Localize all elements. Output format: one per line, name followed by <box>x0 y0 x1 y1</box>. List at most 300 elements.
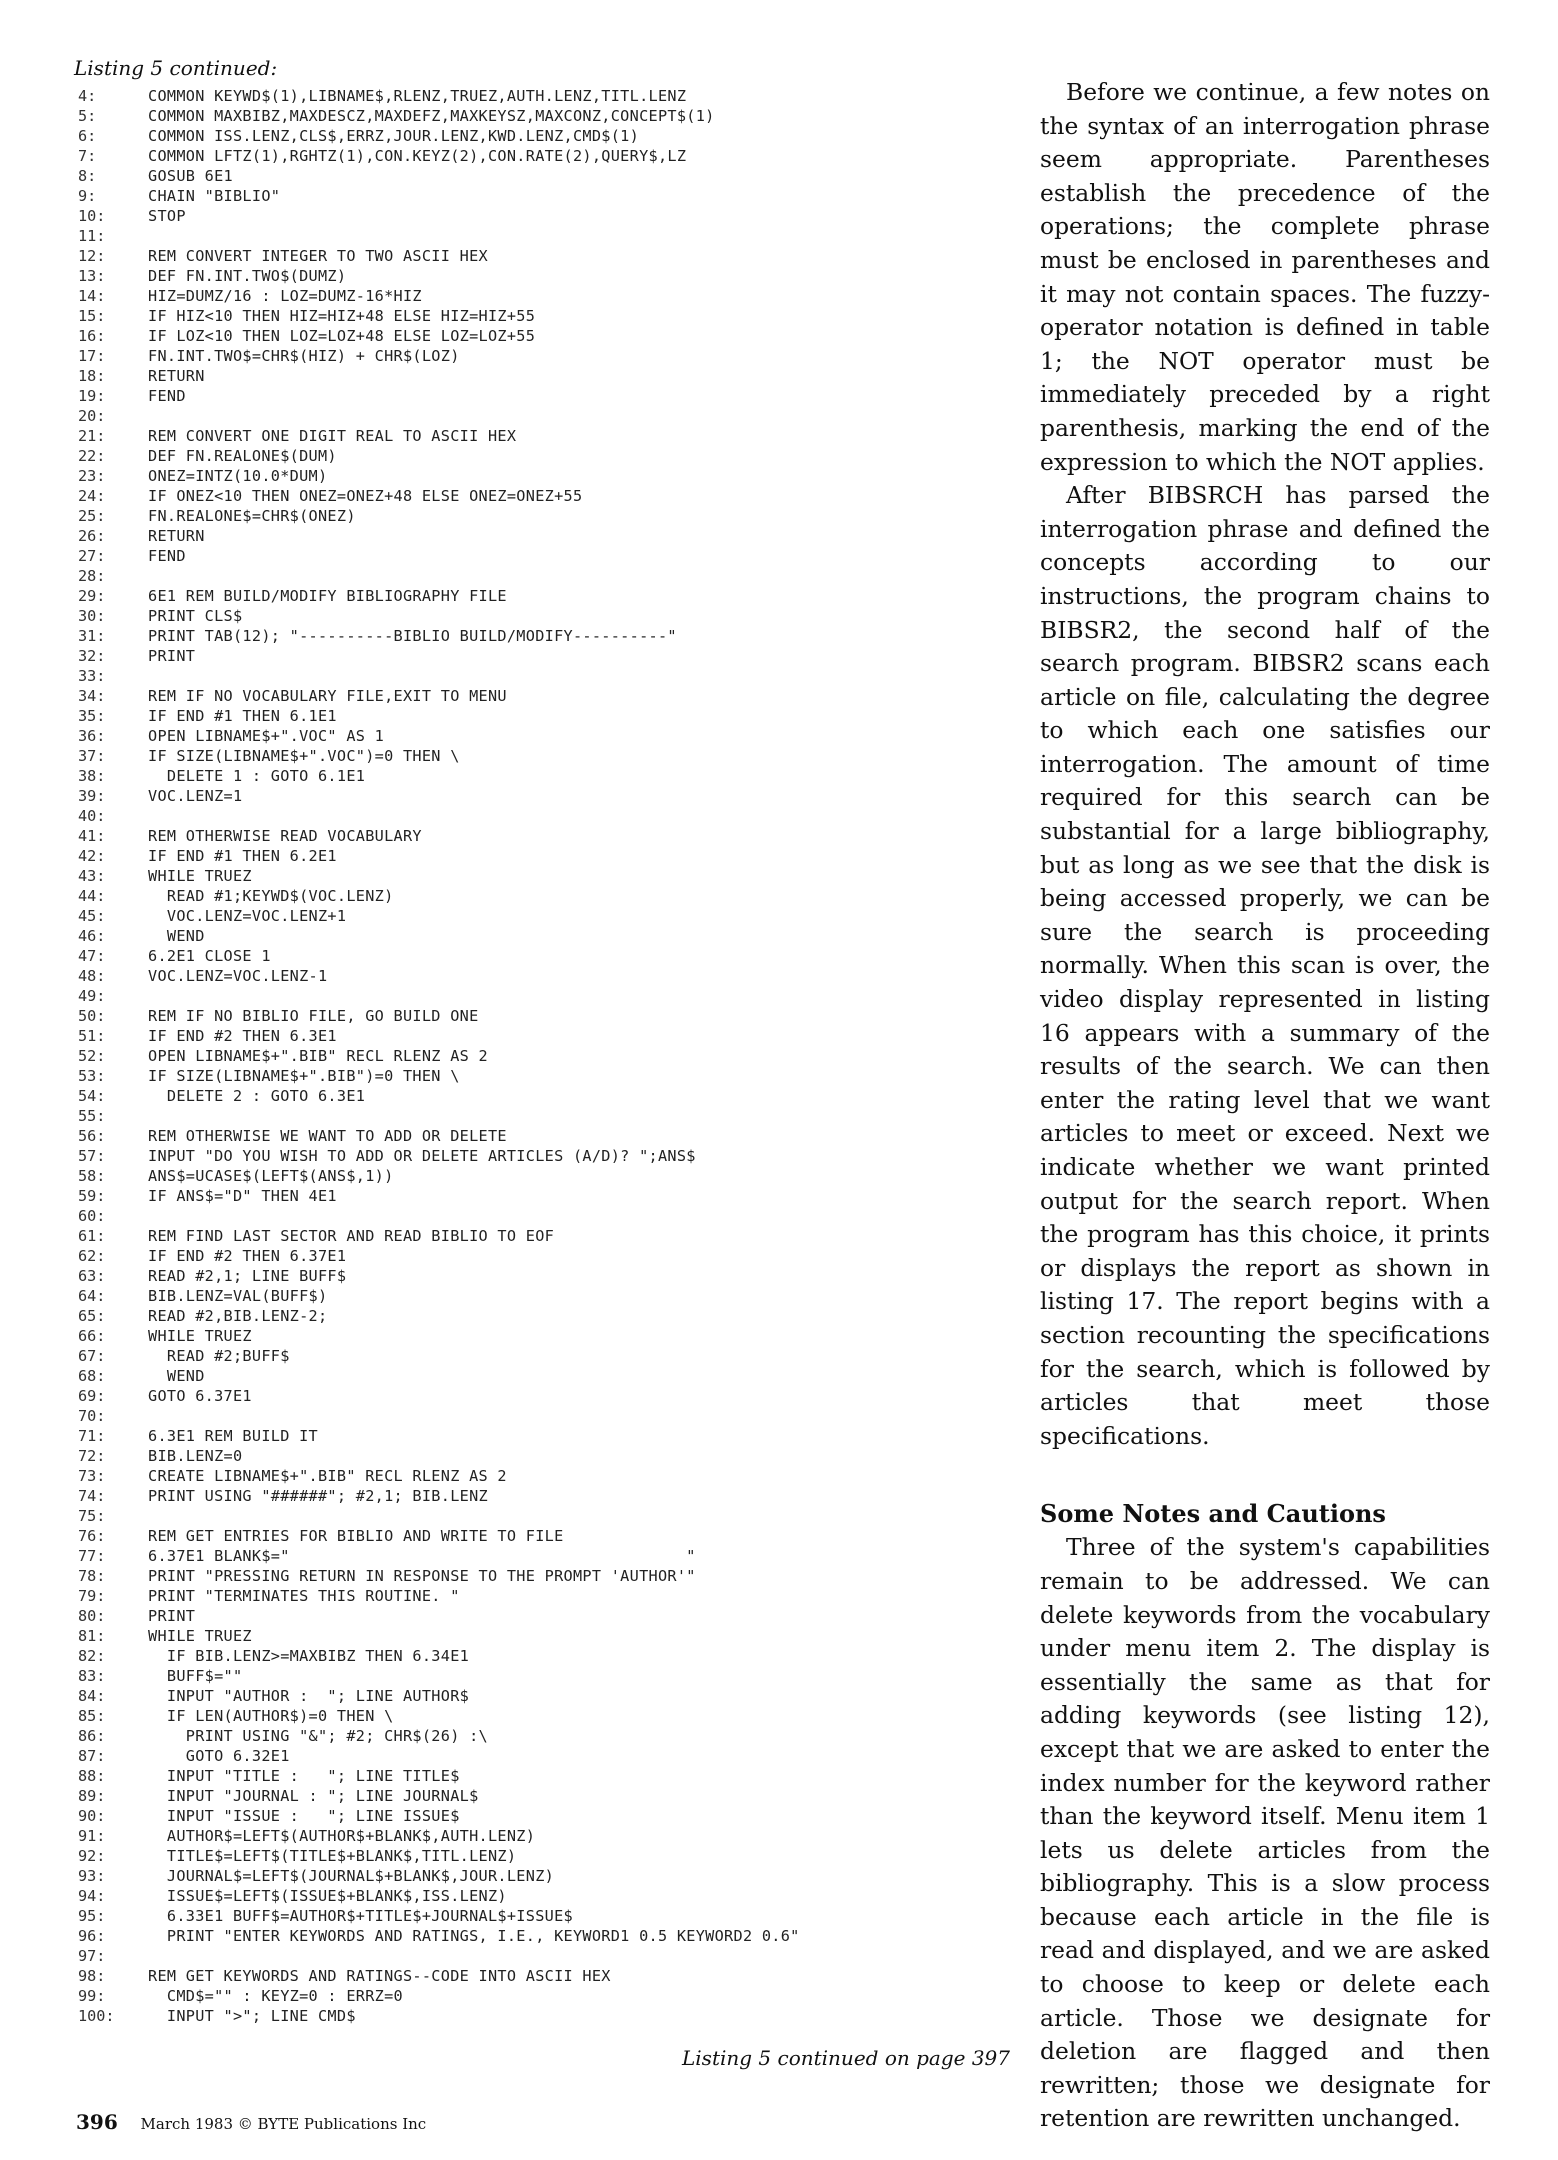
code-text: BUFF$="" <box>148 1667 243 1685</box>
code-line <box>78 2006 1028 2026</box>
code-line <box>78 646 1028 666</box>
code-text: FN.INT.TWO$=CHR$(HIZ) + CHR$(LOZ) <box>148 347 460 365</box>
code-text: INPUT "TITLE : "; LINE TITLE$ <box>148 1767 460 1785</box>
line-number: 13: <box>78 267 106 285</box>
line-number: 86: <box>78 1727 106 1745</box>
article-paragraph-3: Three of the system's capabilities remain to be addressed. We can delete keywords from the vocabulary under menu item 2. The display is essentially the same as that for adding keywords (see listing 12), except that we are asked to enter the index number for the keyword rather than the keyword itself. Menu item 1 lets us delete articles from the bibliography. This is a slow process because each article in the file is read and displayed, and we are asked to choose to keep or delete each article. Those we designate for deletion are flagged and then rewritten; those we designate for retention are rewritten unchanged. <box>1040 1533 1490 2133</box>
code-text: REM GET KEYWORDS AND RATINGS--CODE INTO ASCII HEX <box>148 1967 611 1985</box>
code-line <box>78 446 1028 466</box>
code-text: IF END #2 THEN 6.3E1 <box>148 1027 337 1045</box>
line-number: 51: <box>78 1027 106 1045</box>
line-number: 79: <box>78 1587 106 1605</box>
line-number: 71: <box>78 1427 106 1445</box>
code-line <box>78 1626 1028 1646</box>
code-line <box>78 526 1028 546</box>
code-line <box>78 1686 1028 1706</box>
code-text: VOC.LENZ=VOC.LENZ-1 <box>148 967 328 985</box>
code-line <box>78 886 1028 906</box>
code-text: WHILE TRUEZ <box>148 867 252 885</box>
code-text: PRINT "PRESSING RETURN IN RESPONSE TO THE PROMPT 'AUTHOR'" <box>148 1567 696 1585</box>
line-number: 41: <box>78 827 106 845</box>
code-line <box>78 1426 1028 1446</box>
code-text: BIB.LENZ=VAL(BUFF$) <box>148 1287 328 1305</box>
code-text: 6.2E1 CLOSE 1 <box>148 947 271 965</box>
code-line <box>78 626 1028 646</box>
line-number: 100: <box>78 2007 115 2025</box>
code-line <box>78 666 1028 686</box>
code-text: INPUT "DO YOU WISH TO ADD OR DELETE ARTICLES (A/D)? ";ANS$ <box>148 1147 696 1165</box>
code-text: PRINT USING "######"; #2,1; BIB.LENZ <box>148 1487 488 1505</box>
code-line <box>78 1586 1028 1606</box>
code-line <box>78 1766 1028 1786</box>
code-text: VOC.LENZ=VOC.LENZ+1 <box>148 907 347 925</box>
code-text: IF ANS$="D" THEN 4E1 <box>148 1187 337 1205</box>
code-text: INPUT ">"; LINE CMD$ <box>148 2007 356 2025</box>
code-line <box>78 1606 1028 1626</box>
code-text: BIB.LENZ=0 <box>148 1447 243 1465</box>
line-number: 18: <box>78 367 106 385</box>
line-number: 99: <box>78 1987 106 2005</box>
line-number: 35: <box>78 707 106 725</box>
code-text: IF HIZ<10 THEN HIZ=HIZ+48 ELSE HIZ=HIZ+55 <box>148 307 536 325</box>
code-line <box>78 146 1028 166</box>
code-line <box>78 326 1028 346</box>
code-text: IF END #2 THEN 6.37E1 <box>148 1247 347 1265</box>
line-number: 15: <box>78 307 106 325</box>
line-number: 37: <box>78 747 106 765</box>
code-line <box>78 786 1028 806</box>
code-line <box>78 1086 1028 1106</box>
code-line <box>78 1506 1028 1526</box>
code-line <box>78 1786 1028 1806</box>
code-text <box>122 1946 148 1966</box>
code-line <box>78 746 1028 766</box>
line-number: 67: <box>78 1347 106 1365</box>
code-text <box>122 1506 148 1526</box>
code-text: REM IF NO BIBLIO FILE, GO BUILD ONE <box>148 1007 479 1025</box>
code-line <box>78 1886 1028 1906</box>
code-line <box>78 1306 1028 1326</box>
line-number: 82: <box>78 1647 106 1665</box>
code-text <box>122 406 148 426</box>
code-line <box>78 1986 1028 2006</box>
line-number: 81: <box>78 1627 106 1645</box>
line-number: 95: <box>78 1907 106 1925</box>
code-line <box>78 266 1028 286</box>
code-text: PRINT TAB(12); "----------BIBLIO BUILD/MODIFY----------" <box>148 627 677 645</box>
continued-note: Listing 5 continued on page 397 <box>682 2046 1010 2070</box>
code-text: GOTO 6.37E1 <box>148 1387 252 1405</box>
code-text: COMMON ISS.LENZ,CLS$,ERRZ,JOUR.LENZ,KWD.LENZ,CMD$(1) <box>148 127 640 145</box>
code-line <box>78 1466 1028 1486</box>
line-number: 20: <box>78 407 106 425</box>
code-text: PRINT "TERMINATES THIS ROUTINE. " <box>148 1587 460 1605</box>
line-number: 17: <box>78 347 106 365</box>
line-number: 31: <box>78 627 106 645</box>
line-number: 22: <box>78 447 106 465</box>
code-line <box>78 1806 1028 1826</box>
code-line <box>78 126 1028 146</box>
code-text: OPEN LIBNAME$+".VOC" AS 1 <box>148 727 385 745</box>
line-number: 46: <box>78 927 106 945</box>
line-number: 6: <box>78 127 97 145</box>
code-text: IF LOZ<10 THEN LOZ=LOZ+48 ELSE LOZ=LOZ+55 <box>148 327 536 345</box>
code-text: DEF FN.INT.TWO$(DUMZ) <box>148 267 347 285</box>
article-paragraph-1: Before we continue, a few notes on the syntax of an interrogation phrase seem appropriate. Parentheses establish the precedence of the operations; the complete phrase must be enclosed in parentheses and it may not contain spaces. The fuzzy-operator notation is defined in table 1; the NOT operator must be immediately preceded by a right parenthesis, marking the end of the expression to which the NOT applies. <box>1040 78 1490 476</box>
code-line <box>78 726 1028 746</box>
code-line <box>78 1286 1028 1306</box>
page-footer <box>76 2110 426 2134</box>
code-text: INPUT "JOURNAL : "; LINE JOURNAL$ <box>148 1787 479 1805</box>
code-text: READ #2;BUFF$ <box>148 1347 290 1365</box>
code-line <box>78 1226 1028 1246</box>
code-text: WEND <box>148 1367 205 1385</box>
article-column <box>1040 76 1490 2136</box>
code-text: COMMON LFTZ(1),RGHTZ(1),CON.KEYZ(2),CON.RATE(2),QUERY$,LZ <box>148 147 687 165</box>
code-line <box>78 1046 1028 1066</box>
code-listing <box>78 86 1028 2026</box>
code-text: PRINT USING "&"; #2; CHR$(26) :\ <box>148 1727 488 1745</box>
line-number: 76: <box>78 1527 106 1545</box>
code-line <box>78 1746 1028 1766</box>
code-line <box>78 1266 1028 1286</box>
line-number: 84: <box>78 1687 106 1705</box>
code-line <box>78 986 1028 1006</box>
code-text: GOSUB 6E1 <box>148 167 233 185</box>
code-text: 6.3E1 REM BUILD IT <box>148 1427 318 1445</box>
code-line <box>78 1126 1028 1146</box>
code-line <box>78 846 1028 866</box>
line-number: 64: <box>78 1287 106 1305</box>
line-number: 83: <box>78 1667 106 1685</box>
code-text: CMD$="" : KEYZ=0 : ERRZ=0 <box>148 1987 403 2005</box>
code-text: INPUT "ISSUE : "; LINE ISSUE$ <box>148 1807 460 1825</box>
code-text: REM CONVERT INTEGER TO TWO ASCII HEX <box>148 247 488 265</box>
code-text: REM OTHERWISE WE WANT TO ADD OR DELETE <box>148 1127 507 1145</box>
code-line <box>78 466 1028 486</box>
line-number: 45: <box>78 907 106 925</box>
code-line <box>78 1386 1028 1406</box>
code-line <box>78 1146 1028 1166</box>
line-number: 87: <box>78 1747 106 1765</box>
line-number: 80: <box>78 1607 106 1625</box>
code-line <box>78 1346 1028 1366</box>
code-text: 6E1 REM BUILD/MODIFY BIBLIOGRAPHY FILE <box>148 587 507 605</box>
line-number: 78: <box>78 1567 106 1585</box>
code-line <box>78 306 1028 326</box>
line-number: 10: <box>78 207 106 225</box>
code-text: GOTO 6.32E1 <box>148 1747 290 1765</box>
line-number: 52: <box>78 1047 106 1065</box>
line-number: 88: <box>78 1767 106 1785</box>
code-text: HIZ=DUMZ/16 : LOZ=DUMZ-16*HIZ <box>148 287 422 305</box>
line-number: 44: <box>78 887 106 905</box>
line-number: 91: <box>78 1827 106 1845</box>
code-text: CREATE LIBNAME$+".BIB" RECL RLENZ AS 2 <box>148 1467 507 1485</box>
line-number: 98: <box>78 1967 106 1985</box>
code-line <box>78 426 1028 446</box>
code-line <box>78 1206 1028 1226</box>
line-number: 56: <box>78 1127 106 1145</box>
code-line <box>78 866 1028 886</box>
line-number: 16: <box>78 327 106 345</box>
code-line <box>78 1666 1028 1686</box>
code-line <box>78 1726 1028 1746</box>
code-text <box>122 1206 148 1226</box>
code-text: IF BIB.LENZ>=MAXBIBZ THEN 6.34E1 <box>148 1647 470 1665</box>
line-number: 60: <box>78 1207 106 1225</box>
line-number: 69: <box>78 1387 106 1405</box>
code-line <box>78 406 1028 426</box>
code-text: IF SIZE(LIBNAME$+".BIB")=0 THEN \ <box>148 1067 460 1085</box>
code-line <box>78 1866 1028 1886</box>
listing-title: Listing 5 continued: <box>74 56 278 80</box>
line-number: 66: <box>78 1327 106 1345</box>
code-text: DEF FN.REALONE$(DUM) <box>148 447 337 465</box>
line-number: 43: <box>78 867 106 885</box>
code-line <box>78 246 1028 266</box>
line-number: 97: <box>78 1947 106 1965</box>
line-number: 93: <box>78 1867 106 1885</box>
code-line <box>78 1246 1028 1266</box>
code-line <box>78 166 1028 186</box>
line-number: 27: <box>78 547 106 565</box>
line-number: 32: <box>78 647 106 665</box>
code-line <box>78 366 1028 386</box>
line-number: 26: <box>78 527 106 545</box>
code-line <box>78 546 1028 566</box>
code-line <box>78 1106 1028 1126</box>
code-line <box>78 766 1028 786</box>
code-text: REM GET ENTRIES FOR BIBLIO AND WRITE TO FILE <box>148 1527 564 1545</box>
code-text: OPEN LIBNAME$+".BIB" RECL RLENZ AS 2 <box>148 1047 488 1065</box>
code-line <box>78 706 1028 726</box>
code-text: INPUT "AUTHOR : "; LINE AUTHOR$ <box>148 1687 470 1705</box>
line-number: 85: <box>78 1707 106 1725</box>
code-text: IF SIZE(LIBNAME$+".VOC")=0 THEN \ <box>148 747 460 765</box>
code-line <box>78 1926 1028 1946</box>
code-line <box>78 1186 1028 1206</box>
line-number: 5: <box>78 107 97 125</box>
code-line <box>78 506 1028 526</box>
line-number: 77: <box>78 1547 106 1565</box>
code-text: VOC.LENZ=1 <box>148 787 243 805</box>
code-line <box>78 386 1028 406</box>
code-line <box>78 1906 1028 1926</box>
code-text: WEND <box>148 927 205 945</box>
line-number: 73: <box>78 1467 106 1485</box>
code-text <box>122 1406 148 1426</box>
code-line <box>78 1706 1028 1726</box>
line-number: 89: <box>78 1787 106 1805</box>
line-number: 12: <box>78 247 106 265</box>
line-number: 55: <box>78 1107 106 1125</box>
code-line <box>78 1846 1028 1866</box>
line-number: 40: <box>78 807 106 825</box>
code-line <box>78 1446 1028 1466</box>
line-number: 47: <box>78 947 106 965</box>
code-text <box>122 566 148 586</box>
line-number: 23: <box>78 467 106 485</box>
line-number: 28: <box>78 567 106 585</box>
code-line <box>78 206 1028 226</box>
code-text: DELETE 2 : GOTO 6.3E1 <box>148 1087 366 1105</box>
code-text: PRINT <box>148 647 196 665</box>
line-number: 72: <box>78 1447 106 1465</box>
line-number: 49: <box>78 987 106 1005</box>
code-line <box>78 106 1028 126</box>
line-number: 7: <box>78 147 97 165</box>
code-line <box>78 1966 1028 1986</box>
code-line <box>78 1646 1028 1666</box>
code-line <box>78 566 1028 586</box>
line-number: 74: <box>78 1487 106 1505</box>
code-text: RETURN <box>148 527 205 545</box>
code-line <box>78 1366 1028 1386</box>
line-number: 62: <box>78 1247 106 1265</box>
code-text: FEND <box>148 387 186 405</box>
page-number: 396 <box>76 2110 118 2134</box>
line-number: 36: <box>78 727 106 745</box>
line-number: 94: <box>78 1887 106 1905</box>
line-number: 92: <box>78 1847 106 1865</box>
line-number: 63: <box>78 1267 106 1285</box>
line-number: 90: <box>78 1807 106 1825</box>
line-number: 34: <box>78 687 106 705</box>
line-number: 33: <box>78 667 106 685</box>
line-number: 25: <box>78 507 106 525</box>
code-text: ISSUE$=LEFT$(ISSUE$+BLANK$,ISS.LENZ) <box>148 1887 507 1905</box>
code-text <box>122 226 148 246</box>
code-text <box>122 986 148 1006</box>
code-line <box>78 1066 1028 1086</box>
code-text: READ #2,1; LINE BUFF$ <box>148 1267 347 1285</box>
code-text <box>122 666 148 686</box>
line-number: 50: <box>78 1007 106 1025</box>
code-line <box>78 1826 1028 1846</box>
line-number: 38: <box>78 767 106 785</box>
article-paragraph-2: After BIBSRCH has parsed the interrogation phrase and defined the concepts according to our instructions, the program chains to BIBSR2, the second half of the search program. BIBSR2 scans each article on file, calculating the degree to which each one satisfies our interrogation. The amount of time required for this search can be substantial for a large bibliography, but as long as we see that the disk is being accessed properly, we can be sure the search is proceeding normally. When this scan is over, the video display represented in listing 16 appears with a summary of the results of the search. We can then enter the rating level that we want articles to meet or exceed. Next we indicate whether we want printed output for the search report. When the program has this choice, it prints or displays the report as shown in listing 17. The report begins with a section recounting the specifications for the search, which is followed by articles that meet those specifications. <box>1040 481 1490 1450</box>
code-line <box>78 1326 1028 1346</box>
code-line <box>78 1166 1028 1186</box>
line-number: 61: <box>78 1227 106 1245</box>
code-line <box>78 1486 1028 1506</box>
line-number: 68: <box>78 1367 106 1385</box>
code-text: RETURN <box>148 367 205 385</box>
code-line <box>78 926 1028 946</box>
code-line <box>78 1006 1028 1026</box>
code-text: IF END #1 THEN 6.2E1 <box>148 847 337 865</box>
code-line <box>78 806 1028 826</box>
line-number: 30: <box>78 607 106 625</box>
line-number: 8: <box>78 167 97 185</box>
code-line <box>78 606 1028 626</box>
line-number: 53: <box>78 1067 106 1085</box>
code-line <box>78 1026 1028 1046</box>
code-text: 6.37E1 BLANK$=" " <box>148 1547 696 1565</box>
code-text: REM IF NO VOCABULARY FILE,EXIT TO MENU <box>148 687 507 705</box>
line-number: 57: <box>78 1147 106 1165</box>
line-number: 19: <box>78 387 106 405</box>
code-text: PRINT <box>148 1607 196 1625</box>
code-line <box>78 86 1028 106</box>
line-number: 42: <box>78 847 106 865</box>
code-text: 6.33E1 BUFF$=AUTHOR$+TITLE$+JOURNAL$+ISSUE$ <box>148 1907 573 1925</box>
section-heading: Some Notes and Cautions <box>1040 1499 1386 1529</box>
code-line <box>78 1526 1028 1546</box>
code-text: FN.REALONE$=CHR$(ONEZ) <box>148 507 356 525</box>
code-line <box>78 1406 1028 1426</box>
code-line <box>78 226 1028 246</box>
code-text: DELETE 1 : GOTO 6.1E1 <box>148 767 366 785</box>
code-text: IF ONEZ<10 THEN ONEZ=ONEZ+48 ELSE ONEZ=ONEZ+55 <box>148 487 583 505</box>
code-line <box>78 586 1028 606</box>
line-number: 96: <box>78 1927 106 1945</box>
code-text: ANS$=UCASE$(LEFT$(ANS$,1)) <box>148 1167 394 1185</box>
line-number: 21: <box>78 427 106 445</box>
line-number: 70: <box>78 1407 106 1425</box>
code-line <box>78 286 1028 306</box>
code-text: PRINT CLS$ <box>148 607 243 625</box>
line-number: 58: <box>78 1167 106 1185</box>
code-text: REM FIND LAST SECTOR AND READ BIBLIO TO EOF <box>148 1227 555 1245</box>
code-text: READ #1;KEYWD$(VOC.LENZ) <box>148 887 394 905</box>
code-text: WHILE TRUEZ <box>148 1327 252 1345</box>
code-text: PRINT "ENTER KEYWORDS AND RATINGS, I.E., KEYWORD1 0.5 KEYWORD2 0.6" <box>148 1927 800 1945</box>
line-number: 59: <box>78 1187 106 1205</box>
code-text: REM CONVERT ONE DIGIT REAL TO ASCII HEX <box>148 427 517 445</box>
code-line <box>78 1566 1028 1586</box>
code-text: WHILE TRUEZ <box>148 1627 252 1645</box>
line-number: 75: <box>78 1507 106 1525</box>
code-line <box>78 826 1028 846</box>
code-line <box>78 686 1028 706</box>
code-line <box>78 186 1028 206</box>
code-text: TITLE$=LEFT$(TITLE$+BLANK$,TITL.LENZ) <box>148 1847 517 1865</box>
line-number: 4: <box>78 87 97 105</box>
line-number: 11: <box>78 227 106 245</box>
code-text: IF LEN(AUTHOR$)=0 THEN \ <box>148 1707 394 1725</box>
code-line <box>78 946 1028 966</box>
code-text: CHAIN "BIBLIO" <box>148 187 281 205</box>
code-text: AUTHOR$=LEFT$(AUTHOR$+BLANK$,AUTH.LENZ) <box>148 1827 536 1845</box>
code-line <box>78 1946 1028 1966</box>
code-line <box>78 906 1028 926</box>
line-number: 39: <box>78 787 106 805</box>
code-text: READ #2,BIB.LENZ-2; <box>148 1307 328 1325</box>
code-text <box>122 806 148 826</box>
line-number: 29: <box>78 587 106 605</box>
code-text <box>122 1106 148 1126</box>
line-number: 14: <box>78 287 106 305</box>
code-text: COMMON MAXBIBZ,MAXDESCZ,MAXDEFZ,MAXKEYSZ,MAXCONZ,CONCEPT$(1) <box>148 107 715 125</box>
code-text: FEND <box>148 547 186 565</box>
line-number: 65: <box>78 1307 106 1325</box>
line-number: 9: <box>78 187 97 205</box>
line-number: 48: <box>78 967 106 985</box>
code-line <box>78 486 1028 506</box>
code-line <box>78 1546 1028 1566</box>
code-text: REM OTHERWISE READ VOCABULARY <box>148 827 422 845</box>
code-line <box>78 966 1028 986</box>
line-number: 54: <box>78 1087 106 1105</box>
code-text: JOURNAL$=LEFT$(JOURNAL$+BLANK$,JOUR.LENZ) <box>148 1867 555 1885</box>
code-text: ONEZ=INTZ(10.0*DUM) <box>148 467 328 485</box>
code-text: COMMON KEYWD$(1),LIBNAME$,RLENZ,TRUEZ,AUTH.LENZ,TITL.LENZ <box>148 87 687 105</box>
code-line <box>78 346 1028 366</box>
line-number: 24: <box>78 487 106 505</box>
code-text: STOP <box>148 207 186 225</box>
